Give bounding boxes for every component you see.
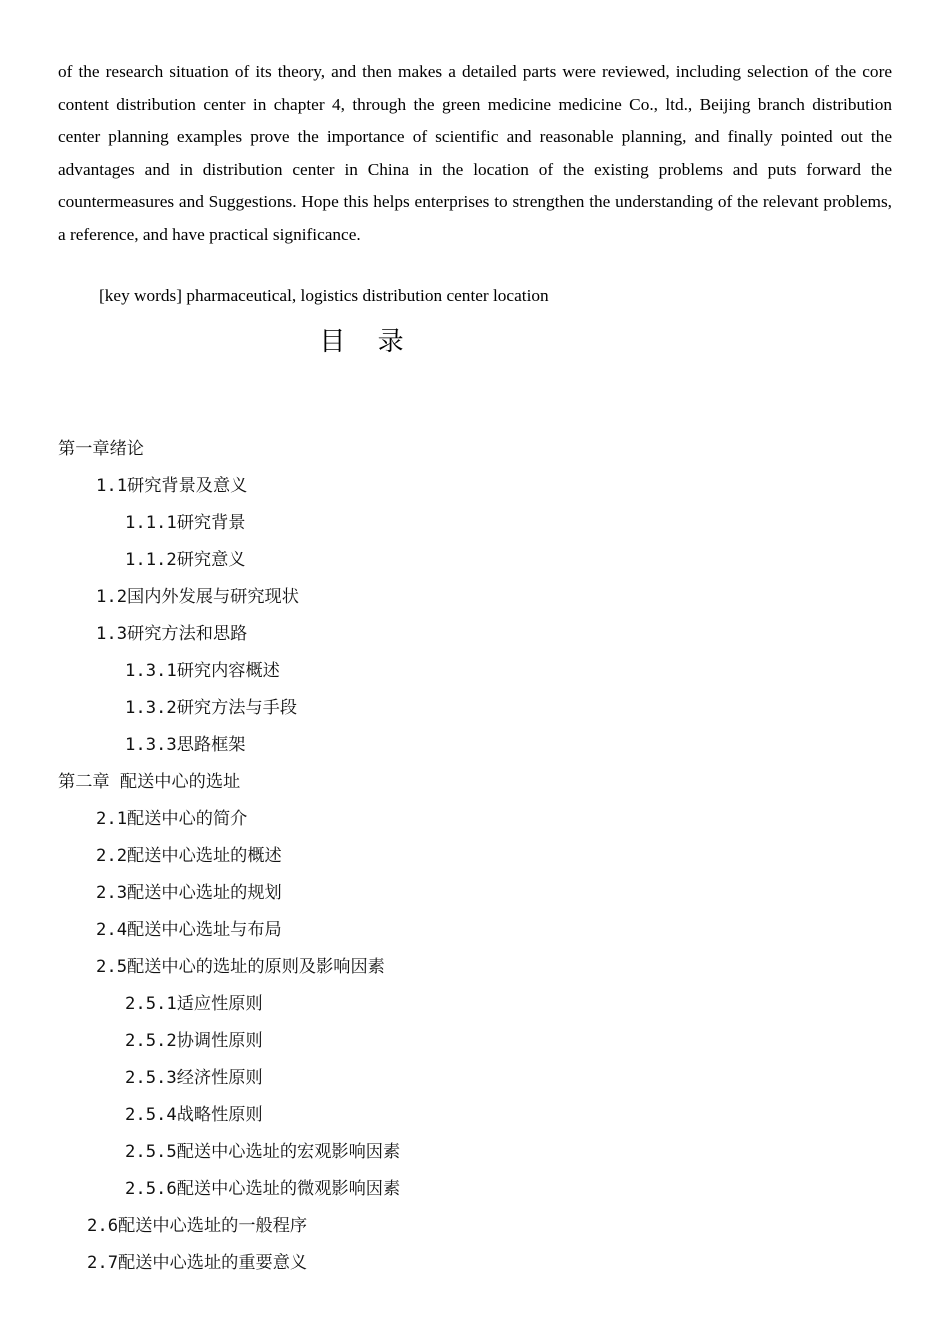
toc-section-2-4: 2.4配送中心选址与布局 <box>96 920 282 940</box>
table-of-contents <box>0 433 950 1284</box>
toc-chapter-2: 第二章 配送中心的选址 <box>58 772 241 792</box>
toc-section-1-2: 1.2国内外发展与研究现状 <box>96 587 299 607</box>
toc-section-1-3: 1.3研究方法和思路 <box>96 624 248 644</box>
toc-subsection-2-5-1: 2.5.1适应性原则 <box>125 994 263 1014</box>
toc-subsection-1-3-3: 1.3.3思路框架 <box>125 735 246 755</box>
toc-title: 目 录 <box>319 327 416 357</box>
abstract-paragraph: of the research situation of its theory, and then makes a detailed parts were reviewed, including selection of the core content distribution center in chapter 4, through the green medicine medicine Co., ltd., Beijing branch distribution center planning examples prove the importance of scientific and reasonable planning, and finally pointed out the advantages and in distribution center in China in the location of the existing problems and puts forward the countermeasures and Suggestions. Hope this helps enterprises to strengthen the understanding of the relevant problems, a reference, and have practical significance. <box>58 62 892 244</box>
toc-section-2-2: 2.2配送中心选址的概述 <box>96 846 282 866</box>
toc-section-1-1: 1.1研究背景及意义 <box>96 476 248 496</box>
toc-section-2-6: 2.6配送中心选址的一般程序 <box>87 1216 308 1236</box>
toc-subsection-2-5-2: 2.5.2协调性原则 <box>125 1031 263 1051</box>
toc-subsection-1-3-1: 1.3.1研究内容概述 <box>125 661 280 681</box>
toc-section-2-3: 2.3配送中心选址的规划 <box>96 883 282 903</box>
toc-subsection-2-5-3: 2.5.3经济性原则 <box>125 1068 263 1088</box>
toc-subsection-1-1-1: 1.1.1研究背景 <box>125 513 246 533</box>
toc-subsection-1-1-2: 1.1.2研究意义 <box>125 550 246 570</box>
toc-subsection-2-5-5: 2.5.5配送中心选址的宏观影响因素 <box>125 1142 401 1162</box>
toc-chapter-1: 第一章绪论 <box>58 439 144 459</box>
keywords-line: [key words] pharmaceutical, logistics distribution center location <box>99 286 549 305</box>
toc-subsection-2-5-4: 2.5.4战略性原则 <box>125 1105 263 1125</box>
toc-section-2-5: 2.5配送中心的选址的原则及影响因素 <box>96 957 385 977</box>
toc-section-2-7: 2.7配送中心选址的重要意义 <box>87 1253 308 1273</box>
toc-section-2-1: 2.1配送中心的简介 <box>96 809 248 829</box>
toc-subsection-2-5-6: 2.5.6配送中心选址的微观影响因素 <box>125 1179 401 1199</box>
toc-subsection-1-3-2: 1.3.2研究方法与手段 <box>125 698 298 718</box>
